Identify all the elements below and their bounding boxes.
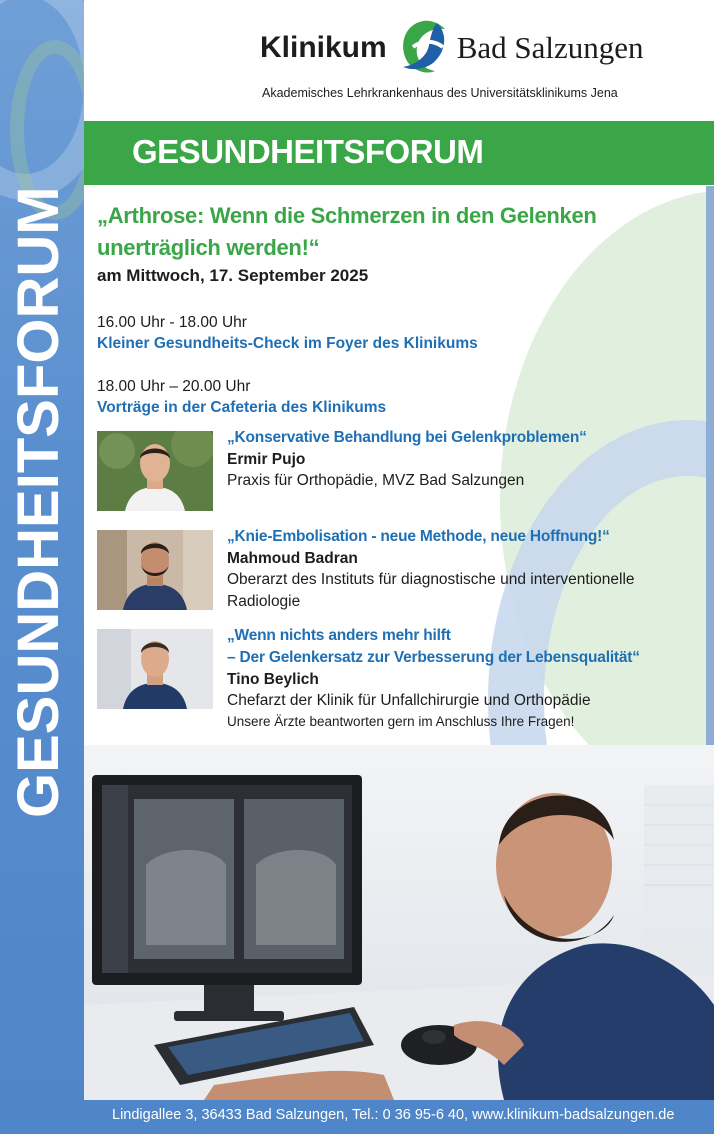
speaker-card [97, 627, 697, 729]
speaker-text [227, 427, 707, 492]
logo-word-right: Bad Salzungen [456, 30, 644, 65]
banner-label: GESUNDHEITSFORUM [132, 133, 484, 170]
logo-word-left: Klinikum [260, 31, 387, 64]
header [84, 0, 714, 120]
speaker-photo [97, 431, 213, 511]
event-date: am Mittwoch, 17. September 2025 [97, 266, 369, 285]
speaker-card [97, 530, 697, 612]
doctor-workstation-photo [84, 745, 714, 1100]
speaker-role: Chefarzt der Klinik für Unfallchirurgie und Orthopädie [227, 692, 591, 709]
speaker-text [227, 625, 707, 732]
schedule-time: 18.00 Uhr – 20.00 Uhr [97, 378, 251, 395]
event-title-line: unerträglich werden!“ [97, 235, 320, 260]
talk-title: „Knie-Embolisation - neue Methode, neue Hoffnung!“ [227, 528, 610, 545]
side-band [0, 0, 84, 1134]
talk-title: „Wenn nichts anders mehr hilft [227, 627, 451, 644]
speaker-text [227, 526, 707, 613]
speaker-role: Praxis für Orthopädie, MVZ Bad Salzungen [227, 472, 525, 489]
side-title: GESUNDHEITSFORUM [6, 186, 71, 818]
klinikum-logo-icon [393, 17, 451, 79]
speaker-name: Tino Beylich [227, 671, 319, 688]
footer [84, 1100, 714, 1134]
title-banner [84, 121, 714, 185]
speaker-photo [97, 629, 213, 709]
footer-address: Lindigallee 3, 36433 Bad Salzungen, Tel.: 0 36 95-6 40, www.klinikum-badsalzungen.de [112, 1107, 675, 1123]
talk-title: „Konservative Behandlung bei Gelenkproblemen“ [227, 429, 587, 446]
speaker-role: Radiologie [227, 593, 301, 610]
schedule-description: Kleiner Gesundheits-Check im Foyer des Klinikums [97, 335, 478, 352]
right-strip [706, 186, 714, 786]
event-title-line: „Arthrose: Wenn die Schmerzen in den Gelenken [97, 203, 597, 228]
event-title [97, 200, 697, 264]
schedule-time: 16.00 Uhr - 18.00 Uhr [97, 314, 247, 331]
schedule-description: Vorträge in der Cafeteria des Klinikums [97, 399, 387, 416]
speaker-role: Oberarzt des Instituts für diagnostische und interventionelle [227, 571, 635, 588]
talk-title: – Der Gelenkersatz zur Verbesserung der Lebensqualität“ [227, 649, 640, 666]
speaker-card [97, 431, 697, 513]
header-subtitle: Akademisches Lehrkrankenhaus des Universitätsklinikums Jena [262, 86, 618, 100]
speaker-name: Mahmoud Badran [227, 550, 358, 567]
speaker-name: Ermir Pujo [227, 451, 306, 468]
logo [260, 16, 644, 80]
speaker-photo [97, 530, 213, 610]
schedule-item [97, 312, 697, 354]
schedule-item [97, 376, 697, 418]
closing-note: Unsere Ärzte beantworten gern im Anschluss Ihre Fragen! [227, 714, 575, 729]
event-content [97, 200, 697, 418]
